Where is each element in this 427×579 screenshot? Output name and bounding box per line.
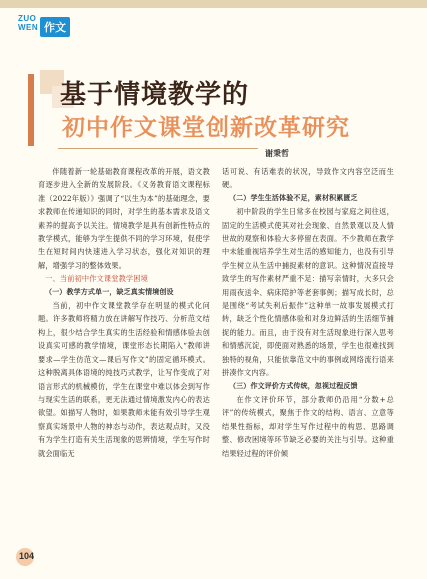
article-title-line2: 初中作文课堂创新改革研究 — [62, 114, 350, 141]
paragraph: 在作文评价环节，部分教师仍沿用“分数+总评”的传统模式，聚焦于作文的结构、语言、立意等结果性指标，却对学生写作过程中的构思、思路调整、修改困境等环节缺乏必要的关注与引导。这种重结果轻过程的评价倾 — [222, 394, 394, 458]
title-divider — [58, 148, 258, 149]
page-number-text: 104 — [19, 551, 35, 561]
logo-en-line1: ZUO — [18, 14, 37, 23]
article-title-line1: 基于情境教学的 — [60, 80, 250, 110]
paragraph: 话可说、有话难表的状况，导致作文内容空泛而生硬。 — [222, 167, 394, 190]
left-column — [38, 165, 210, 460]
logo-zh: 作文 — [40, 17, 70, 37]
subsection-heading: （二）学生生活体验不足，素材积累匮乏 — [229, 193, 358, 202]
paragraph: 伴随着新一轮基础教育课程改革的开展，语文教育逐步进入全新的发展阶段。《义务教育语文课程标准（2022年版）》强调了“以生为本”的基础理念，要求教师在传递知识的同时，对学生的基本需求及语文素养的提高予以关注。情境教学是具有创新性特点的教学模式，能够为学生提供不同的学习环境，促使学生在短时间内快速进入学习状态，强化对知识的理解，增强学习的整体效果。 — [38, 167, 210, 270]
subsection-heading: （一）教学方式单一，缺乏真实情境创设 — [45, 287, 174, 296]
page-number — [16, 548, 44, 566]
top-decoration-bar — [0, 0, 427, 8]
logo-en-line2: WEN — [18, 23, 39, 32]
paragraph: 初中阶段的学生日常多在校园与家庭之间往返，固定的生活模式使其对社会现象、自然景观以及人情世故的观察和体验大多停留在表面。不少教师在教学中未能重视培养学生对生活的感知能力，也没有引导学生树立从生活中捕捉素材的意识。这种情况直接导致学生的写作素材严重不足：描写亲情时，大多只会用雨夜送伞、病床陪护等老套事例；描写成长时，总是围绕“考试失利后振作”这种单一故事发展模式打转，缺乏个性化情感体验和对身边鲜活的生活细节捕捉的能力。而且，由于没有对生活现象进行深入思考和情感沉淀，即使面对熟悉的场景，学生也很难找到独特的视角，只能依靠范文中的事例或网络流行语来拼凑作文内容。 — [222, 207, 394, 378]
section-heading: 一、当前初中作文课堂教学困境 — [45, 274, 148, 284]
column-logo — [18, 14, 78, 48]
paragraph: 当前，初中作文课堂教学存在明显的模式化问题。许多教师将精力放在讲解写作技巧、分析范文结构上，很少结合学生真实的生活经验和情感体验去创设真实可感的教学情境，课堂形态长期陷入“教师讲要求—学生仿范文—课后写作文”的固定循环模式。这种脱离具体语境的纯技巧式教学，让写作变成了对语言形式的机械模仿，学生在课堂中难以体会到写作与现实生活的联系，更无法通过情境激发内心的表达欲望。如描写人物时，如果教师未能有效引导学生观察真实场景中人物的神态与动作，表达观点时，又没有为学生打造有关生活现象的思辨情境，学生写作时就会面临无 — [38, 301, 210, 458]
article-author: 谢秉哲 — [265, 148, 289, 158]
subsection-heading: （三）作文评价方式传统，忽视过程反馈 — [229, 381, 358, 390]
right-column — [222, 165, 394, 460]
title-accent-bar — [28, 74, 34, 146]
